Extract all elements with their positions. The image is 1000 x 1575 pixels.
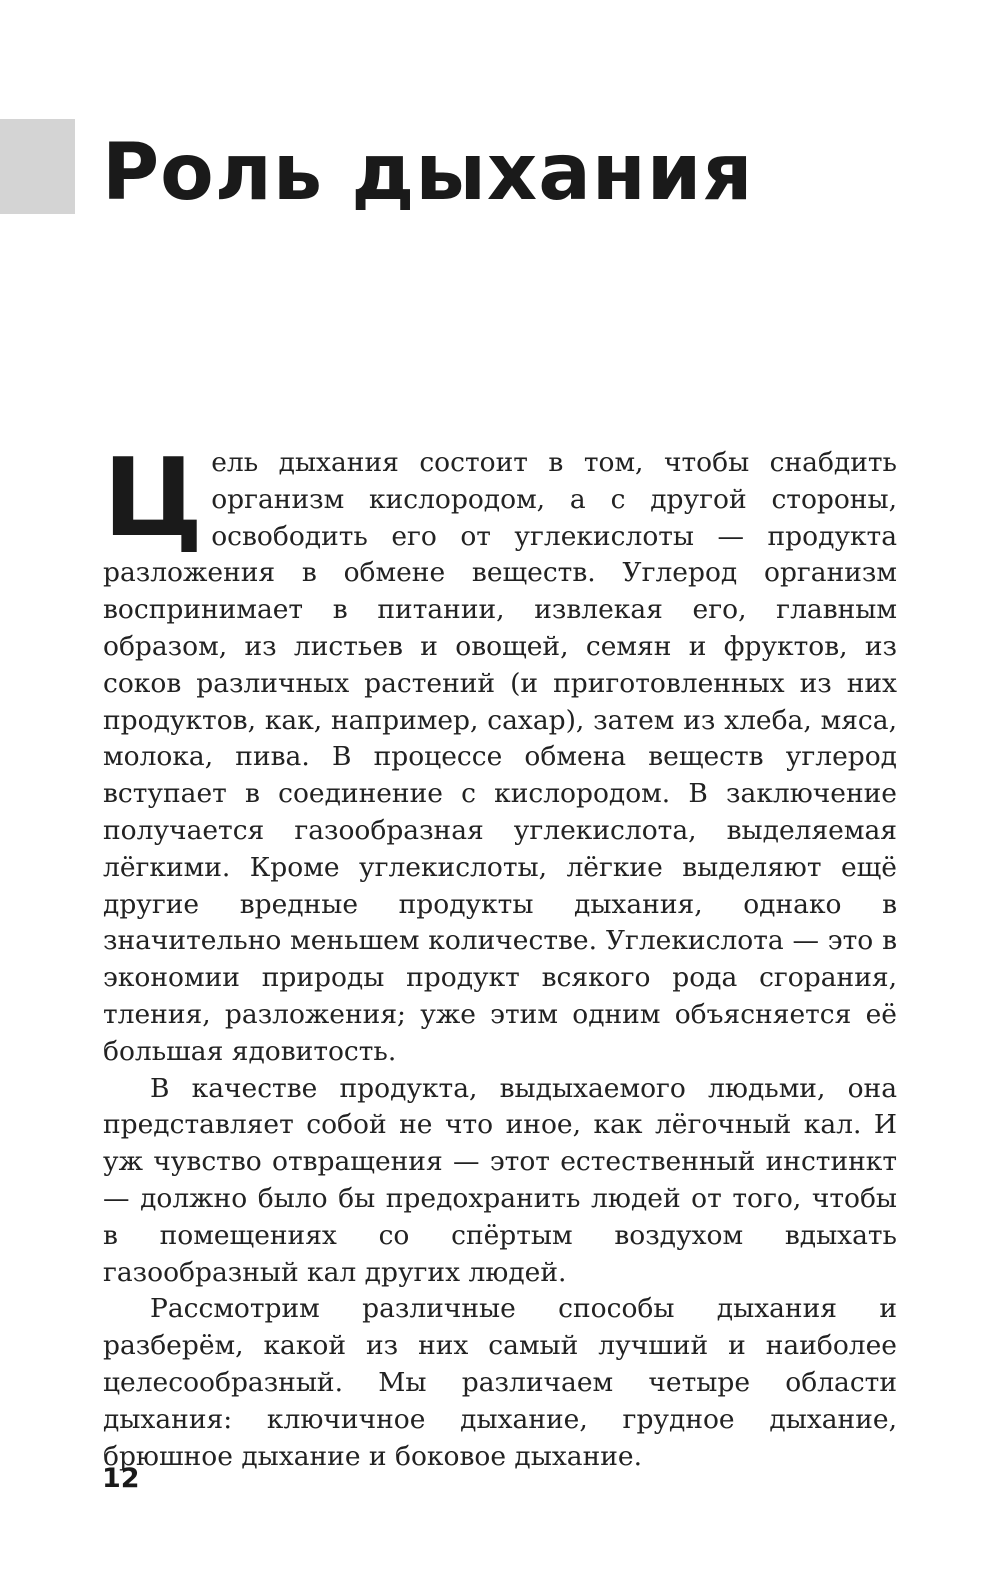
chapter-title: Роль дыхания xyxy=(102,128,754,218)
chapter-marker-block xyxy=(0,119,75,214)
page-number: 12 xyxy=(102,1463,140,1494)
paragraph-1-text: ель дыхания состоит в том, чтобы снабдить организм кислородом, а с другой стороны, освободить его от углекислоты — продукта разложения в обмене веществ. Углерод организм воспринимает в питании, извлекая его, главным образом, из листьев и овощей, семян и фруктов, из соков различных растений (и приготовленных из них продуктов, как, например, сахар), затем из хлеба, мяса, молока, пива. В процессе обмена веществ углерод вступает в соединение с кислородом. В заключение получается газообразная углекислота, выделяемая лёгкими. Кроме углекислоты, лёгкие выделяют ещё другие вредные продукты дыхания, однако в значительно меньшем количестве. Углекислота — это в экономии природы продукт всякого рода сгорания, тления, разложения; уже этим одним объясняется её большая ядовитость. xyxy=(103,447,897,1067)
drop-cap: Ц xyxy=(103,436,204,561)
paragraph-1 xyxy=(103,436,897,1071)
paragraph-3: Рассмотрим различные способы дыхания и разберём, какой из них самый лучший и наиболее целесообразный. Мы различаем четыре области дыхания: ключичное дыхание, грудное дыхание, брюшное дыхание и боковое дыхание. xyxy=(103,1293,897,1472)
paragraph-2: В качестве продукта, выдыхаемого людьми, она представляет собой не что иное, как лёгочный кал. И уж чувство отвращения — этот естественный инстинкт — должно было бы предохранить людей от того, чтобы в помещениях со спёртым воздухом вдыхать газообразный кал других людей. xyxy=(103,1072,897,1288)
body-text xyxy=(103,436,897,1475)
